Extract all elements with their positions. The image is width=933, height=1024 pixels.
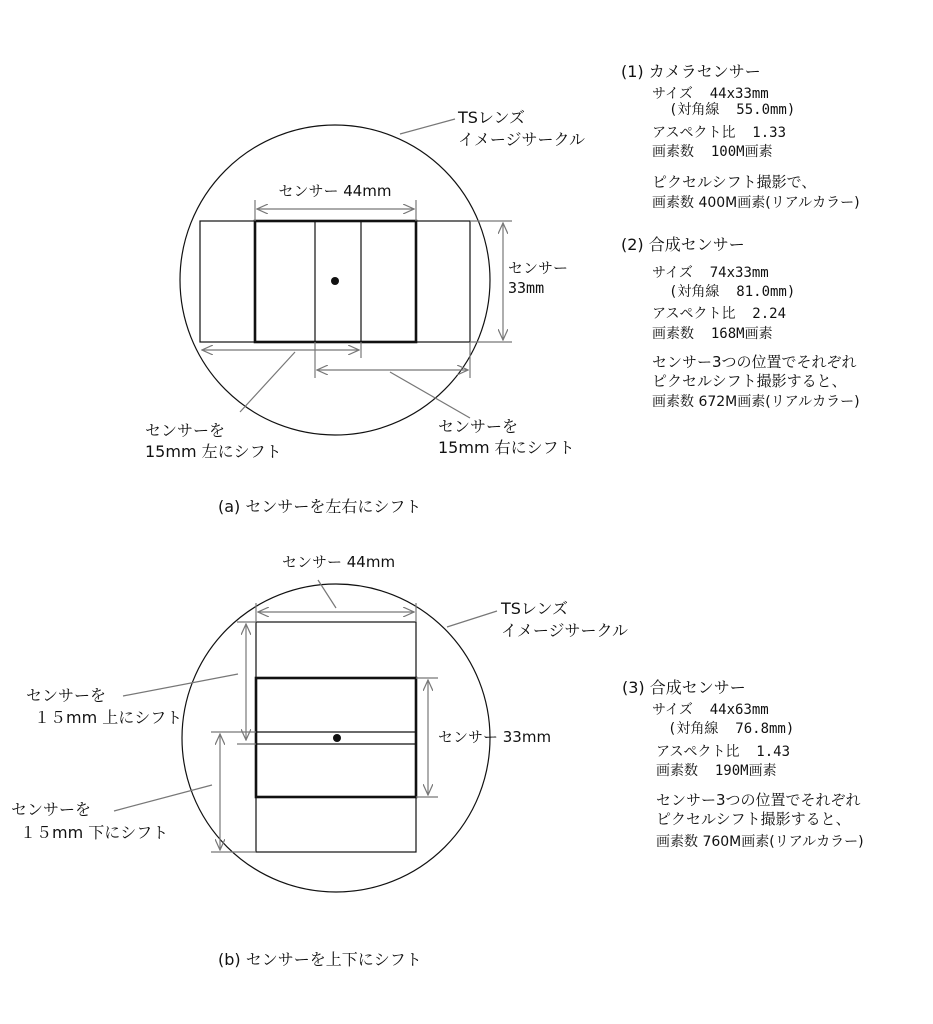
shift-left-label-1: センサーを	[145, 421, 226, 440]
sensor-width-label-a: センサー 44mm	[278, 182, 392, 200]
spec-3-size: サイズ 44x63mm	[652, 702, 769, 718]
shift-right-label-1: センサーを	[438, 417, 519, 436]
spec-1-size: サイズ 44x33mm	[652, 86, 769, 102]
spec-3-note-2: ピクセルシフト撮影すると、	[656, 810, 851, 828]
lens-leader-a	[400, 119, 455, 134]
spec-1-note-1: ピクセルシフト撮影で、	[652, 173, 817, 191]
spec-2-note-1: センサー3つの位置でそれぞれ	[652, 353, 857, 371]
spec-2-note-2: ピクセルシフト撮影すると、	[652, 372, 847, 390]
spec-2-diagonal: (対角線 81.0mm)	[669, 284, 796, 300]
spec-3-title: (3) 合成センサー	[622, 678, 746, 697]
shift-up-label-1: センサーを	[26, 686, 107, 705]
shift-right-leader	[390, 372, 470, 418]
caption-b: (b) センサーを上下にシフト	[218, 950, 422, 969]
spec-2-size: サイズ 74x33mm	[652, 265, 769, 281]
diagram-a	[145, 108, 585, 516]
spec-2-title: (2) 合成センサー	[621, 235, 745, 254]
shift-down-label-2: １５mm 下にシフト	[20, 823, 169, 842]
lens-label-b-1: TSレンズ	[501, 599, 569, 618]
caption-a: (a) センサーを左右にシフト	[218, 497, 422, 516]
spec-2-aspect: アスペクト比 2.24	[652, 306, 787, 322]
shift-left-leader	[240, 352, 295, 412]
spec-1-aspect: アスペクト比 1.33	[652, 125, 787, 141]
spec-1-diagonal: (対角線 55.0mm)	[669, 102, 796, 118]
sensor-width-label-b: センサー 44mm	[282, 553, 396, 571]
spec-3-note-1: センサー3つの位置でそれぞれ	[656, 791, 861, 809]
spec-2-note-3: 画素数 672M画素(リアルカラー)	[652, 394, 860, 410]
spec-composite-sensor-a	[621, 235, 860, 410]
spec-3-diagonal: (対角線 76.8mm)	[668, 721, 795, 737]
sensor-height-label-a-2: 33mm	[508, 279, 545, 297]
spec-composite-sensor-b	[622, 678, 864, 850]
lens-label-a-1: TSレンズ	[458, 108, 526, 127]
shift-up-leader	[123, 674, 238, 696]
diagram-b	[11, 553, 628, 969]
spec-camera-sensor	[621, 62, 860, 211]
spec-1-pixels: 画素数 100M画素	[652, 144, 773, 160]
shift-down-label-1: センサーを	[11, 800, 92, 819]
spec-1-title: (1) カメラセンサー	[621, 62, 761, 81]
lens-label-a-2: イメージサークル	[458, 130, 586, 149]
spec-3-aspect: アスペクト比 1.43	[656, 744, 791, 760]
spec-1-note-2: 画素数 400M画素(リアルカラー)	[652, 195, 860, 211]
spec-3-pixels: 画素数 190M画素	[656, 763, 777, 779]
lens-label-b-2: イメージサークル	[501, 621, 629, 640]
lens-center-dot-b	[333, 734, 341, 742]
lens-center-dot-a	[331, 277, 339, 285]
shift-down-leader	[114, 785, 212, 811]
shift-right-label-2: 15mm 右にシフト	[438, 438, 575, 457]
lens-leader-b	[447, 611, 497, 627]
sensor-height-label-a-1: センサー	[508, 259, 569, 277]
shift-left-label-2: 15mm 左にシフト	[145, 442, 282, 461]
sensor-height-label-b: センサー 33mm	[438, 728, 552, 746]
shift-up-label-2: １５mm 上にシフト	[34, 708, 183, 727]
spec-3-note-3: 画素数 760M画素(リアルカラー)	[656, 834, 864, 850]
spec-2-pixels: 画素数 168M画素	[652, 326, 773, 342]
